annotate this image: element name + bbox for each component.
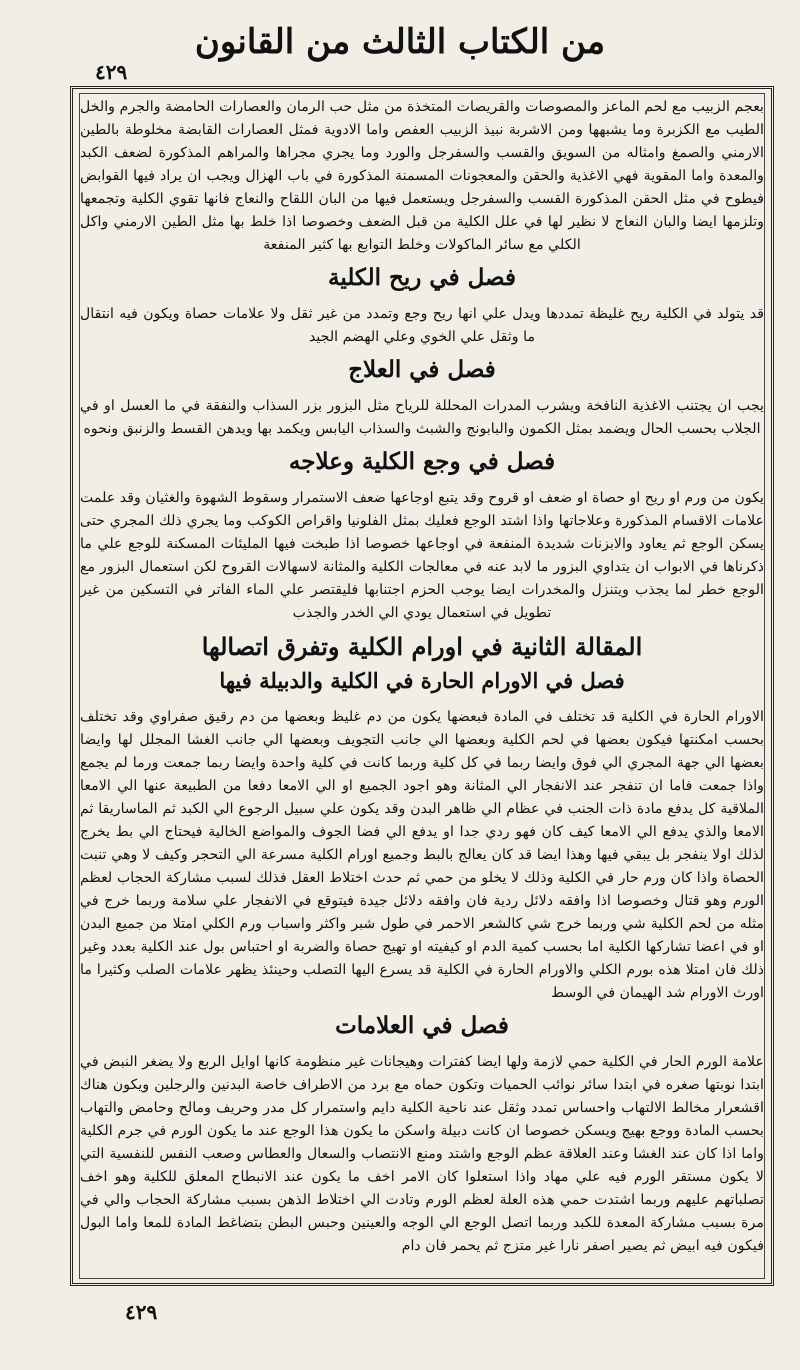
- section-heading-treatment: فصل في العلاج: [348, 356, 496, 383]
- paragraph-1: بعجم الزبيب مع لحم الماعز والمصوصات والقريصات المتخذة من مثل حب الرمان والعصارات الحامضة والجرم والخل الطيب مع الكزبرة وما يشبهها ومن الاشربة نبيذ الزبيب العفص واما الادوية فمثل العصارات القابضة مخلوطة بالطين الارمني والصمغ وامثاله من السويق والقسب والسفرجل والورد وما يجري مجراها والمراهم المذكورة لضعف الكبد والمعدة واما المقوية فهي الاغذية والحقن والمعجونات المسمنة المذكورة في باب الهزال ويجب ان يراد فيها القوابض فيطوح في مثل الحقن المذكورة القسب والسفرجل ويستعمل فيها من البان اللقاح والنعاج فانها تقوي الكلية وتجمعها وتلزمها ايضا والبان النعاج لا نظير لها في علل الكلية من قبل الضعف وخصوصا اذا خلط بها مثل الطين الارمني واكل الكلي مع سائر الماكولات وخلط التوابع بها كثير المنفعة: [80, 99, 764, 253]
- section-heading-kidney-wind: فصل في ريح الكلية: [328, 264, 516, 291]
- paragraph-4: يكون من ورم او ريح او حصاة او ضعف او قروح وقد يتبع اوجاعها ضعف الاستمرار وسقوط الشهوة والغثيان وقد علمت علامات الاقسام المذكورة وعلاجاتها واذا اشتد الوجع فعليك بمثل الفلونيا واقراص الكوكب وما يجري ذلك المجري حتى يسكن الوجع ثم يعاود والابزنات شديدة المنفعة في اوجاعها خصوصا اذا طبخت فيها المليئات المسكنة للوجع علي ما ذكرناها في الابواب ان يتداوي البزور ما لابد عنه في معالجات الكلية والمثانة لاسهالات القروح لكن استعمال البزور مع الوجع خطر لما يجذب ويتنزل والمخدرات ايضا يوجب الحزم اجتنابها فليقتصر علي الماء الفاتر في التسكين من غير تطويل في استعمال يودي الي الخدر والجذب: [80, 490, 764, 621]
- section-heading-hot-swellings: فصل في الاورام الحارة في الكلية والدبيلة فيها: [219, 668, 625, 693]
- page-number-bottom: ٤٢٩: [125, 1300, 158, 1324]
- paragraph-3: يجب ان يجتنب الاغذية النافخة ويشرب المدرات المحللة للرياح مثل البزور بزر السذاب والنفقة في ما العسل او في الجلاب بحسب الحال ويضمد بمثل الكمون والبابونج والشبث والسذاب اليابس ويكمد بها ويدهن القسط والزنبق ونحوه: [80, 398, 764, 437]
- page-number-top: ٤٢٩: [95, 60, 128, 84]
- running-title: من الكتاب الثالث من القانون: [194, 22, 606, 62]
- paragraph-6: علامة الورم الحار في الكلية حمي لازمة ولها ايضا كفترات وهيجانات غير منظومة كانها اوايل الربع ولا يضغر النبض في ابتدا نوبتها صغره في ابتدا سائر نوائب الحميات وتكون حماه مع برد من الاطراف خاصة البدنين والرجلين ويكون هناك اقشعرار مخالط الالتهاب واحساس تمدد وثقل عند ناحية الكلية دايم واستمرار كل مدر وحريف ومالح وحامض والتهاب بحسب المادة ووجع بهيج ويسكن خصوصا ان كانت دبيلة واسكن ما يكون هذا الوجع عند ما يكون الورم في جرم الكلية واما اذا كان عند الغشا وعند العلاقة عظم الوجع واشتد ومنع الانتصاب والسعال والعطاس وصعب النفس للنفسية التي لا يكون مستقر الورم فيه علي مهاد واذا استعلوا كان الامر اخف ما يكون عند الانبطاح المعلق للكلية وهو اخف تصلباتهم عليهم وربما اشتدت حمي هذه العلة لعظم الورم وتادت الي اختلاط الذهن بسبب مشاركة الحجاب والي في مرة بسبب مشاركة المعدة للكبد وربما اتصل الوجع الي الوجه والعينين وحبس البطن بتضاغط المادة للمعا واما البول فيكون فيه ابيض ثم يصير اصفر نارا غير متزج ثم يحمر فان دام: [80, 1054, 764, 1254]
- section-heading-signs: فصل في العلامات: [335, 1012, 509, 1039]
- chapter-heading-second-discourse: المقالة الثانية في اورام الكلية وتفرق اتصالها: [201, 632, 643, 661]
- paragraph-5: الاورام الحارة في الكلية قد تختلف في المادة فبعضها يكون من دم غليظ وبعضها من دم رقيق صفراوي وقد تختلف بحسب امكنتها فيكون بعضها في لحم الكلية وبعضها الي جانب التجويف وبعضها الي جانب الغشا المجلل لها وايضا بعضها الي جهة المجري الي فوق وايضا ربما في كل كلية وربما كانت في كلية واحدة وايضا ربما جمعت ورما لم يجمع واذا جمعت فاما ان تنفجر عند الانفجار الي المثانة وهو اجود الجميع او الي الامعا دفعا من الطبيعة عنها الي الامعا الملاقية كل يدفع مادة ذات الجنب في عظام الي ظاهر البدن وقد يكون علي سبيل الرجوع الي الكبد ثم الماساريقا ثم الامعا والذي يدفع الي الامعا كيف كان فهو ردي جدا او يدفع الي فضا الجوف والمواضع الخالية فيحتاج الي بط يخرج لذلك اولا ينفجر بل يبقي فيها وهذا ايضا قد كان يعالج بالبط وجميع اورام الكلية مسرعة الي التحجر وكيف لا وهي تنبت الحصاة واذا كان ورم حار في الكلية وذلك لا يخلو من حمي ثم حدث اختلاط العقل فذلك لسبب مشاركة الحجاب لعظم الورم وهو قتال وخصوصا اذا وافقه دلائل ردية فان وافقه دلائل جيدة فيتوقع في الانفجار علي سلامة وربما خرج في مثله من لحم الكلية شي وربما خرج شي كالشعر الاحمر في طول شبر واكثر واسباب ورم الكلي امتلا من جميع البدن او في اعضا تشاركها الكلية اما بحسب كمية الدم او كيفيته او تهيج حصاة والضربة او احتباس بول عند الكلية بعدد وغير ذلك فان امتلا هذه بورم الكلي والاورام الحارة في الكلية قد يسرع اليها التصلب وحينئذ يظهر علامات الصلب وكثيرا ما اورث الاورام شد الهيمان في الوسط: [80, 709, 764, 1001]
- main-text-block: [80, 96, 764, 1278]
- section-heading-kidney-pain: فصل في وجع الكلية وعلاجه: [288, 448, 556, 475]
- paragraph-2: قد يتولد في الكلية ريح غليظة تمددها ويدل علي انها ريح وجع وتمدد من غير ثقل ولا علامات حصاة ويكون فيه انتقال ما وثقل علي الخوي وعلي الهضم الجيد: [80, 306, 764, 345]
